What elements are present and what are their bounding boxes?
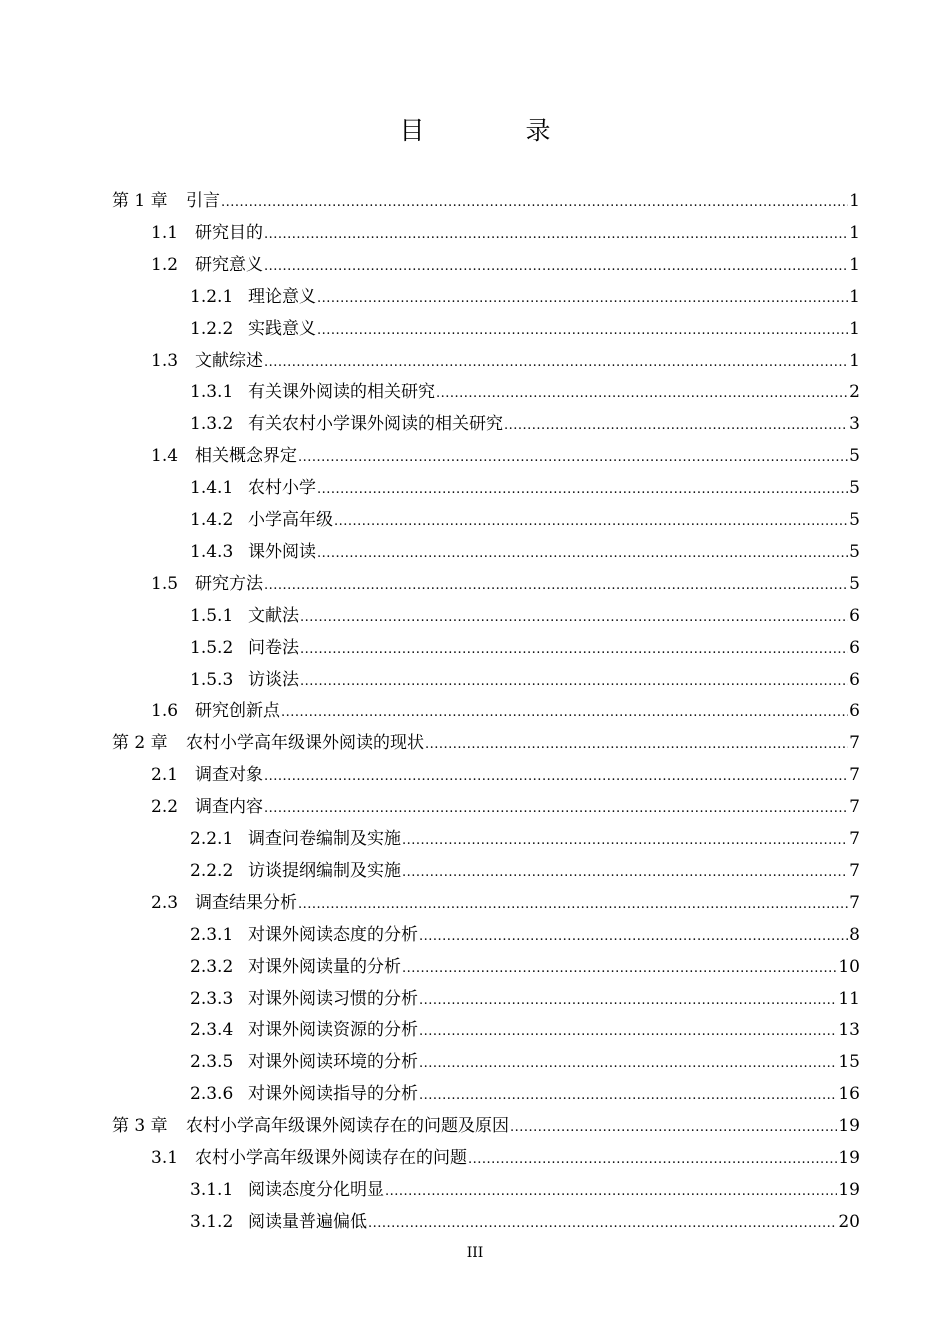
toc-entry[interactable] <box>112 180 860 212</box>
toc-entry-page: 13 <box>838 1020 860 1041</box>
toc-entry-number: 1.5.2 <box>190 637 234 658</box>
toc-entry-label: 访谈提纲编制及实施 <box>248 860 401 881</box>
toc-entry-label: 课外阅读 <box>248 541 316 562</box>
toc-entry-number: 1.5.3 <box>190 669 234 690</box>
toc-leader-dots <box>264 258 848 276</box>
toc-entry-number: 2.3 <box>151 892 179 913</box>
toc-entry-page: 6 <box>849 605 860 626</box>
toc-entry[interactable] <box>190 1169 860 1201</box>
toc-leader-dots <box>264 354 848 372</box>
toc-entry[interactable] <box>151 882 860 914</box>
toc-entry-page: 1 <box>849 191 860 211</box>
toc-entry-label: 农村小学高年级课外阅读存在的问题 <box>195 1148 467 1168</box>
toc-entry-page: 5 <box>849 510 860 530</box>
toc-entry[interactable] <box>190 1009 860 1041</box>
toc-entry-label: 对课外阅读环境的分析 <box>248 1052 418 1073</box>
toc-entry[interactable] <box>151 786 860 818</box>
toc-entry-number: 1.6 <box>151 701 179 722</box>
toc-entry-page: 7 <box>849 829 860 849</box>
toc-entry[interactable] <box>190 659 860 691</box>
toc-entry[interactable] <box>190 595 860 627</box>
toc-entry-page: 1 <box>849 286 860 307</box>
toc-entry-page: 20 <box>838 1211 860 1232</box>
toc-entry-page: 2 <box>849 382 860 403</box>
toc-entry[interactable] <box>151 244 860 276</box>
toc-entry[interactable] <box>151 435 860 467</box>
toc-leader-dots <box>419 1087 837 1105</box>
toc-entry-number: 3.1.1 <box>190 1179 234 1200</box>
toc-entry-number: 1.5 <box>151 573 179 594</box>
toc-entry-label: 调查对象 <box>195 765 263 786</box>
toc-entry-label: 文献综述 <box>195 350 263 371</box>
toc-leader-dots <box>300 641 848 659</box>
toc-entry-number: 2.3.6 <box>190 1084 234 1105</box>
toc-entry-page: 6 <box>849 701 860 722</box>
toc-entry[interactable] <box>112 1105 860 1137</box>
toc-entry-page: 10 <box>838 956 860 977</box>
page-number: III <box>466 1245 484 1261</box>
toc-entry-number: 2.3.5 <box>190 1052 234 1073</box>
toc-entry[interactable] <box>190 850 860 882</box>
toc-leader-dots <box>510 1119 837 1137</box>
toc-leader-dots <box>298 449 848 467</box>
toc-entry-page: 7 <box>849 797 860 818</box>
toc-entry-label: 研究目的 <box>195 222 263 243</box>
toc-leader-dots <box>436 385 848 403</box>
toc-entry-number: 2.2.2 <box>190 860 234 881</box>
toc-entry-page: 3 <box>849 414 860 435</box>
toc-leader-dots <box>317 322 848 340</box>
toc-entry-number: 1.2.2 <box>190 318 234 339</box>
toc-entry-label: 对课外阅读习惯的分析 <box>248 988 418 1009</box>
toc-leader-dots <box>264 577 848 595</box>
toc-entry-label: 对课外阅读量的分析 <box>248 956 401 977</box>
toc-entry[interactable] <box>112 722 860 754</box>
toc-entry-label: 农村小学高年级课外阅读的现状 <box>186 733 424 754</box>
toc-entry-number: 1.3 <box>151 350 179 371</box>
toc-entry-page: 5 <box>849 541 860 562</box>
toc-leader-dots <box>419 992 837 1010</box>
toc-entry-number: 1.4.3 <box>190 541 234 562</box>
toc-leader-dots <box>317 290 848 308</box>
toc-entry-page: 1 <box>849 318 860 339</box>
toc-leader-dots <box>368 1215 837 1233</box>
toc-entry-page: 19 <box>838 1148 860 1168</box>
toc-entry[interactable] <box>151 754 860 786</box>
toc-leader-dots <box>334 513 848 531</box>
toc-entry-label: 调查问卷编制及实施 <box>248 829 401 849</box>
toc-leader-dots <box>425 736 848 754</box>
toc-entry-label: 农村小学 <box>248 478 316 499</box>
toc-entry-label: 有关课外阅读的相关研究 <box>248 382 435 403</box>
toc-leader-dots <box>300 673 848 691</box>
toc-entry[interactable] <box>151 340 860 372</box>
toc-entry-number: 2.3.3 <box>190 988 234 1009</box>
toc-entry-page: 5 <box>849 446 860 467</box>
toc-entry-label: 有关农村小学课外阅读的相关研究 <box>248 414 503 435</box>
toc-entry-page: 1 <box>849 254 860 275</box>
toc-leader-dots <box>468 1151 837 1169</box>
toc-entry-label: 理论意义 <box>248 286 316 307</box>
toc-entry-number: 2.3.4 <box>190 1020 234 1041</box>
toc-entry-number: 1.3.1 <box>190 382 234 403</box>
toc-entry-page: 8 <box>849 924 860 945</box>
toc-entry[interactable] <box>151 690 860 722</box>
toc-leader-dots <box>264 800 848 818</box>
toc-leader-dots <box>419 1055 837 1073</box>
toc-entry-page: 11 <box>838 988 860 1009</box>
toc-entry[interactable] <box>190 531 860 563</box>
toc-entry-page: 16 <box>838 1084 860 1105</box>
toc-entry-number: 1.4.1 <box>190 478 234 499</box>
toc-entry-label: 对课外阅读态度的分析 <box>248 924 418 945</box>
toc-entry-label: 实践意义 <box>248 318 316 339</box>
toc-leader-dots <box>385 1183 837 1201</box>
toc-entry[interactable] <box>190 914 860 946</box>
toc-entry[interactable] <box>190 403 860 435</box>
toc-entry[interactable] <box>151 212 860 244</box>
toc-entry-number: 1.2 <box>151 254 179 275</box>
toc-entry-label: 对课外阅读指导的分析 <box>248 1084 418 1105</box>
toc-entry-number: 3.1 <box>151 1148 179 1168</box>
toc-entry-number: 第 2 章 <box>112 733 168 754</box>
toc-leader-dots <box>221 194 848 212</box>
toc-entry-page: 7 <box>849 733 860 754</box>
toc-leader-dots <box>317 545 848 563</box>
toc-entry-label: 阅读态度分化明显 <box>248 1179 384 1200</box>
toc-entry-number: 1.1 <box>151 222 179 243</box>
toc-entry-number: 1.2.1 <box>190 286 234 307</box>
toc-entry-page: 5 <box>849 478 860 499</box>
toc-entry-page: 7 <box>849 892 860 913</box>
toc-entry[interactable] <box>190 467 860 499</box>
toc-entry-label: 研究创新点 <box>195 701 280 722</box>
toc-entry[interactable] <box>151 1137 860 1169</box>
toc-entry-page: 7 <box>849 765 860 786</box>
toc-leader-dots <box>264 226 848 244</box>
toc-entry-label: 对课外阅读资源的分析 <box>248 1020 418 1041</box>
toc-entry-page: 19 <box>838 1179 860 1200</box>
toc-entry-page: 6 <box>849 669 860 690</box>
toc-leader-dots <box>419 1023 837 1041</box>
toc-entry-label: 文献法 <box>248 605 299 626</box>
toc-entry[interactable] <box>190 978 860 1010</box>
toc-leader-dots <box>281 704 848 722</box>
toc-entry[interactable] <box>151 563 860 595</box>
toc-leader-dots <box>504 417 848 435</box>
toc-entry-label: 引言 <box>186 191 220 211</box>
toc-entry[interactable] <box>190 499 860 531</box>
toc-leader-dots <box>300 609 848 627</box>
toc-entry[interactable] <box>190 1041 860 1073</box>
toc-leader-dots <box>402 832 848 850</box>
toc-entry-number: 2.1 <box>151 765 179 786</box>
toc-entry[interactable] <box>190 627 860 659</box>
toc-entry[interactable] <box>190 308 860 340</box>
toc-entry-number: 2.3.1 <box>190 924 234 945</box>
toc-entry-label: 研究意义 <box>195 254 263 275</box>
toc-entry-number: 第 1 章 <box>112 191 168 211</box>
toc-entry-number: 1.4.2 <box>190 510 234 530</box>
toc-entry[interactable] <box>190 1073 860 1105</box>
toc-entry-page: 5 <box>849 573 860 594</box>
toc-entry-label: 访谈法 <box>248 669 299 690</box>
toc-leader-dots <box>402 960 837 978</box>
toc-leader-dots <box>419 928 848 946</box>
toc-entry-number: 2.2 <box>151 797 179 818</box>
toc-entry-label: 小学高年级 <box>248 510 333 530</box>
toc-entry-number: 1.4 <box>151 446 179 467</box>
toc-entry-label: 调查结果分析 <box>195 892 297 913</box>
toc-entry[interactable] <box>190 1201 860 1233</box>
toc-entry-label: 调查内容 <box>195 797 263 818</box>
toc-entry[interactable] <box>190 946 860 978</box>
toc-entry-label: 问卷法 <box>248 637 299 658</box>
toc-leader-dots <box>264 768 848 786</box>
toc-entry-label: 相关概念界定 <box>195 446 297 467</box>
toc-entry-number: 2.2.1 <box>190 829 234 849</box>
toc-entry-page: 7 <box>849 860 860 881</box>
toc-entry-page: 15 <box>838 1052 860 1073</box>
toc-leader-dots <box>402 864 848 882</box>
toc-entry-number: 1.3.2 <box>190 414 234 435</box>
toc-leader-dots <box>298 896 848 914</box>
toc-entry-page: 6 <box>849 637 860 658</box>
toc-entry-number: 2.3.2 <box>190 956 234 977</box>
toc-entry-number: 3.1.2 <box>190 1211 234 1232</box>
toc-entry-label: 研究方法 <box>195 573 263 594</box>
toc-entry-page: 19 <box>838 1116 860 1137</box>
toc-entry-page: 1 <box>849 222 860 243</box>
toc-entry[interactable] <box>190 276 860 308</box>
toc-entry-page: 1 <box>849 350 860 371</box>
toc-entry-label: 农村小学高年级课外阅读存在的问题及原因 <box>186 1116 509 1137</box>
toc-entry-number: 1.5.1 <box>190 605 234 626</box>
toc-entry[interactable] <box>190 818 860 850</box>
toc-title: 目 录 <box>399 116 589 145</box>
toc-entry-number: 第 3 章 <box>112 1116 168 1137</box>
toc-entry[interactable] <box>190 371 860 403</box>
toc-leader-dots <box>317 481 848 499</box>
toc-entry-label: 阅读量普遍偏低 <box>248 1211 367 1232</box>
